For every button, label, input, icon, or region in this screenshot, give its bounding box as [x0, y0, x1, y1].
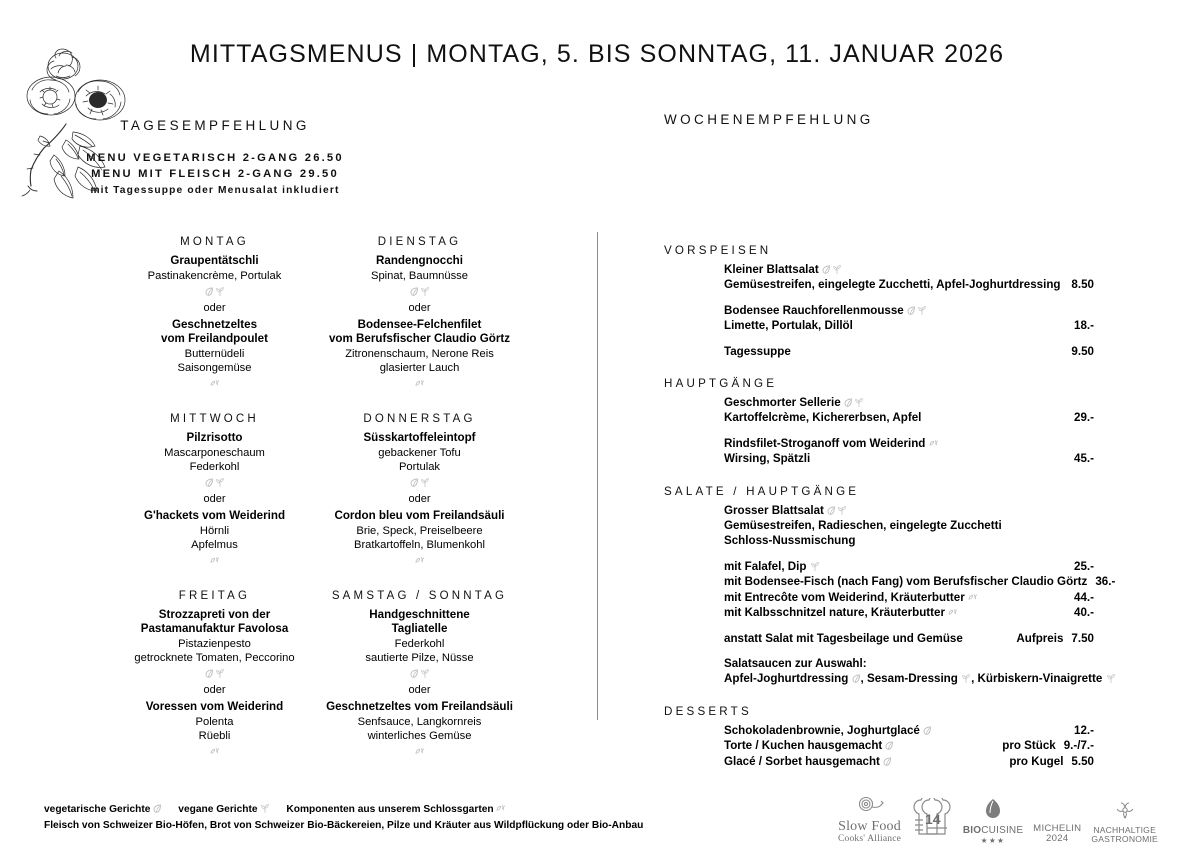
menu-line [724, 723, 1094, 738]
dish-description: Apfelmus [191, 538, 238, 551]
dish-description: Portulak [398, 460, 441, 473]
vegetarian-symbol [923, 726, 932, 738]
vegetarian-vegan-symbol [907, 306, 927, 318]
salatsaucen-line: Apfel-Joghurtdressing , Sesam-Dressing , Kürbiskern-Vinaigrette [724, 671, 1116, 686]
hauptgaenge-heading: HAUPTGÄNGE [664, 377, 778, 391]
dish-description: Spinat, Baumnüsse [370, 269, 469, 282]
biocuisine-name: BIOCUISINE [962, 825, 1024, 837]
menu-line-text: Schokoladenbrownie, Joghurtglacé [724, 723, 932, 738]
dish-description: Brie, Speck, Preiselbeere [356, 524, 483, 537]
vegetarian-vegan-symbol [410, 478, 430, 490]
weekday-name: MITTWOCH [170, 413, 259, 426]
slow-food-name: Slow Food [838, 818, 901, 834]
dish-description: Butternüdeli [184, 347, 245, 360]
vorspeisen-heading: VORSPEISEN [664, 244, 772, 257]
dish-description: Mascarponeschaum [164, 446, 265, 459]
weekday-column-donnerstag [317, 413, 522, 572]
weekday-name: MONTAG [180, 236, 249, 248]
dish-description: Pistazienpesto [178, 637, 251, 650]
garden-component-symbol [415, 556, 425, 568]
menu-line [724, 671, 1106, 686]
menu-line [724, 590, 1094, 605]
chef-toque-icon [911, 798, 953, 843]
legend-vegan: vegane Gerichte [178, 804, 270, 815]
dish-title: Voressen vom Weiderind [145, 700, 284, 714]
dish-title: vom Freilandpoulet [161, 332, 268, 346]
dish-description: Senfsauce, Langkornreis [357, 715, 482, 728]
dish-symbols [112, 376, 317, 390]
biocuisine-logo [963, 797, 1023, 845]
price: 9.-/7.- [1063, 739, 1094, 753]
menu-line [724, 574, 1116, 589]
vegetarian-vegan-symbol [410, 287, 430, 299]
menu-line [724, 518, 1094, 533]
garden-component-symbol [210, 747, 220, 759]
dish-symbols [317, 376, 522, 390]
footer-legend [44, 802, 684, 834]
dish-symbols [317, 475, 522, 489]
nachhaltige-line2: GASTRONOMIE [1091, 834, 1158, 845]
weekday-row [112, 590, 522, 763]
snail-icon [838, 795, 901, 817]
vegetarian-vegan-symbol [822, 265, 842, 277]
menu-line [724, 605, 1094, 620]
menu-line-text: Schloss-Nussmischung [724, 534, 856, 548]
price: 18.- [1074, 319, 1094, 333]
vegetarian-vegan-symbol [205, 478, 225, 490]
garden-component-symbol [210, 556, 220, 568]
nachhaltige-line1: NACHHALTIGE [1093, 824, 1156, 835]
menu-line [724, 631, 1094, 646]
leaf-drop-icon [963, 797, 1023, 824]
tagesempfehlung-heading: TAGESEMPFEHLUNG [120, 118, 310, 133]
vegetarian-symbol [153, 804, 162, 816]
dish-symbols [317, 284, 522, 298]
menu-line-text: Salatsaucen zur Auswahl: [724, 656, 867, 670]
hauptgaenge-items [664, 395, 1094, 467]
salate-heading: SALATE / HAUPTGÄNGE [664, 484, 860, 498]
origin-note: Fleisch von Schweizer Bio-Höfen, Brot von Schweizer Bio-Bäckereien, Pilze und Kräuter aus Wildpflückung oder Bio-Anbau [44, 820, 644, 831]
dish-description: Polenta [195, 715, 234, 728]
menu-line-text: Gemüsestreifen, eingelegte Zucchetti, Apfel-Joghurtdressing [724, 278, 1061, 292]
dish-symbols [112, 475, 317, 489]
dish-description: Federkohl [394, 637, 445, 650]
menu-line-text: Glacé / Sorbet hausgemacht [724, 754, 892, 769]
nachhaltige-gastronomie-logo [1091, 801, 1158, 845]
weekday-menu-grid [112, 236, 522, 763]
price: 44.- [1074, 590, 1094, 604]
menu-line [724, 738, 1094, 753]
dish-title: Randengnocchi [376, 254, 463, 267]
dish-description: Saisongemüse [177, 361, 252, 374]
menu-line-text: Torte / Kuchen hausgemacht [724, 738, 894, 753]
dish-title: Strozzapreti von der [158, 607, 271, 621]
vegetarian-vegan-symbol [844, 398, 864, 410]
svg-text:14: 14 [924, 811, 941, 828]
price: 5.50 [1071, 754, 1094, 768]
price: 29.- [1074, 411, 1094, 425]
price-prefix: pro Kugel [1009, 754, 1064, 768]
michelin-logo [1033, 824, 1081, 845]
weekday-name: DIENSTAG [377, 236, 462, 248]
dish-symbols [317, 744, 522, 758]
dish-title: Graupentätschli [170, 254, 259, 267]
vegan-symbol [810, 562, 820, 574]
garden-component-symbol [968, 593, 978, 605]
menu-line [724, 318, 1094, 333]
vegetarian-vegan-symbol [205, 669, 225, 681]
menu-line [724, 754, 1094, 769]
dish-title: Geschnetzeltes [171, 317, 258, 331]
dish-symbols [112, 284, 317, 298]
menu-line-text: Kleiner Blattsalat [724, 262, 842, 277]
desserts-items [664, 723, 1094, 769]
salate-items [664, 503, 1116, 687]
vegan-symbol [260, 804, 270, 816]
tagesempfehlung-note: mit Tagessuppe oder Menusalat inkludiert [90, 185, 340, 196]
price: 25.- [1074, 559, 1094, 573]
dish-description: glasierter Lauch [379, 361, 460, 374]
dish-title: vom Berufsfischer Claudio Görtz [328, 332, 511, 346]
dish-title: Tagliatelle [391, 622, 448, 636]
weekday-column-montag [112, 236, 317, 395]
menu-line [724, 533, 1094, 548]
menu-line-text: Bodensee Rauchforellenmousse [724, 303, 927, 318]
dish-description: Bratkartoffeln, Blumenkohl [353, 538, 485, 551]
weekday-column-freitag [112, 590, 317, 763]
menu-line-text: Limette, Portulak, Dillöl [724, 319, 853, 333]
vegetarian-symbol [883, 757, 892, 769]
dish-description: Pastinakencrème, Portulak [147, 269, 282, 282]
dish-description: winterliches Gemüse [367, 730, 472, 743]
dish-description: Zitronenschaum, Nerone Reis [345, 347, 494, 360]
oder-label: oder [203, 301, 226, 314]
menu-line [724, 277, 1094, 292]
menu-line-text: mit Falafel, Dip [724, 559, 820, 574]
dish-description: sautierte Pilze, Nüsse [365, 652, 474, 665]
dish-description: Federkohl [189, 460, 240, 473]
oder-label: oder [203, 493, 226, 506]
weekday-name: FREITAG [178, 589, 251, 602]
oder-label: oder [408, 684, 431, 697]
dish-title: Geschnetzeltes vom Freilandsäuli [326, 700, 513, 714]
dish-title: Süsskartoffeleintopf [363, 431, 476, 445]
dish-symbols [317, 553, 522, 567]
menu-fleisch-price: MENU MIT FLEISCH 2-GANG 29.50 [91, 168, 339, 180]
oder-label: oder [203, 684, 226, 697]
garden-component-symbol [929, 439, 939, 451]
menu-line-text: Rindsfilet-Stroganoff vom Weiderind [724, 436, 939, 451]
dish-title: Bodensee-Felchenfilet [357, 317, 482, 331]
dish-symbols [317, 666, 522, 680]
weekday-column-samstag-sonntag [317, 590, 522, 763]
weekday-column-mittwoch [112, 413, 317, 572]
weekday-row [112, 413, 522, 572]
price: 36.- [1095, 575, 1116, 589]
vegan-symbol [961, 674, 971, 686]
price: 9.50 [1071, 344, 1094, 358]
dish-title: Cordon bleu vom Freilandsäuli [334, 509, 505, 523]
garden-component-symbol [210, 379, 220, 391]
desserts-heading: DESSERTS [664, 704, 752, 718]
menu-line [724, 503, 1094, 518]
weekday-name: SAMSTAG / SONNTAG [331, 589, 508, 602]
legend-vegetarian: vegetarische Gerichte [44, 804, 162, 815]
vegetarian-vegan-symbol [410, 669, 430, 681]
dish-title: Pastamanufaktur Favolosa [140, 622, 289, 636]
wochenempfehlung-heading: WOCHENEMPFEHLUNG [664, 112, 874, 127]
dish-symbols [112, 553, 317, 567]
vegetarian-symbol [885, 741, 894, 753]
garden-component-symbol [496, 804, 506, 816]
michelin-year: 2024 [1046, 833, 1069, 845]
menu-line-text: Kartoffelcrème, Kichererbsen, Apfel [724, 411, 922, 425]
dietary-legend [44, 802, 684, 818]
price: 12.- [1074, 723, 1094, 737]
menu-line-text: mit Bodensee-Fisch (nach Fang) vom Berufsfischer Claudio Görtz [724, 575, 1088, 589]
menu-line-text: anstatt Salat mit Tagesbeilage und Gemüse [724, 631, 963, 645]
weekday-row [112, 236, 522, 395]
vegetarian-vegan-symbol [205, 287, 225, 299]
vegan-symbol [1106, 674, 1116, 686]
menu-line-text: Grosser Blattsalat [724, 503, 847, 518]
vegetarian-symbol [852, 674, 861, 686]
gault-millau-logo [911, 798, 953, 845]
wochenempfehlung-sections [664, 244, 1116, 769]
menu-line [724, 410, 1094, 425]
michelin-name: MICHELIN [1033, 822, 1082, 834]
page-title: MITTAGSMENUS | MONTAG, 5. BIS SONNTAG, 11. JANUAR 2026 [189, 40, 1005, 68]
menu-line [724, 303, 1094, 318]
menu-line [724, 344, 1094, 359]
dish-title: Handgeschnittene [369, 607, 470, 621]
menu-line [724, 656, 1094, 671]
menu-line-text: mit Entrecôte vom Weiderind, Kräuterbutter [724, 590, 978, 605]
menu-line-text: Geschmorter Sellerie [724, 395, 864, 410]
menu-vegetarisch-price: MENU VEGETARISCH 2-GANG 26.50 [86, 152, 344, 164]
menu-line [724, 451, 1094, 466]
price-prefix: pro Stück [1002, 739, 1056, 753]
vegetarian-vegan-symbol [827, 506, 847, 518]
price: 7.50 [1071, 631, 1094, 645]
price: 45.- [1074, 452, 1094, 466]
sustainability-flower-icon [1091, 801, 1158, 824]
slow-food-sub: Cooks' Alliance [838, 834, 902, 845]
garden-component-symbol [415, 747, 425, 759]
dish-title: G'hackets vom Weiderind [143, 509, 286, 523]
column-divider [597, 232, 598, 720]
dish-description: getrocknete Tomaten, Peccorino [134, 652, 295, 665]
menu-line [724, 436, 1094, 451]
weekday-name: DONNERSTAG [363, 413, 476, 426]
price-prefix: Aufpreis [1016, 631, 1064, 645]
biocuisine-stars: ★★★ [980, 835, 1006, 845]
oder-label: oder [408, 493, 431, 506]
dish-description: gebackener Tofu [378, 446, 461, 459]
award-logos [838, 793, 1158, 845]
dish-title: Pilzrisotto [186, 431, 243, 445]
menu-line-text: mit Kalbsschnitzel nature, Kräuterbutter [724, 605, 958, 620]
tagesempfehlung-prices [0, 150, 430, 199]
garden-component-symbol [948, 608, 958, 620]
price: 8.50 [1071, 278, 1094, 292]
garden-component-symbol [415, 379, 425, 391]
dish-description: Hörnli [199, 524, 230, 537]
weekday-column-dienstag [317, 236, 522, 395]
menu-line [724, 559, 1094, 574]
oder-label: oder [408, 301, 431, 314]
dish-symbols [112, 666, 317, 680]
menu-line-text: Tagessuppe [724, 344, 791, 358]
dish-symbols [112, 744, 317, 758]
legend-garden: Komponenten aus unserem Schlossgarten [286, 804, 506, 815]
menu-line [724, 262, 1094, 277]
vorspeisen-items [664, 262, 1094, 359]
menu-line [724, 395, 1094, 410]
slow-food-logo [838, 795, 901, 845]
price: 40.- [1074, 606, 1094, 620]
menu-line-text: Gemüsestreifen, Radieschen, eingelegte Zucchetti [724, 519, 1002, 533]
dish-description: Rüebli [198, 730, 231, 743]
menu-line-text: Wirsing, Spätzli [724, 452, 811, 466]
